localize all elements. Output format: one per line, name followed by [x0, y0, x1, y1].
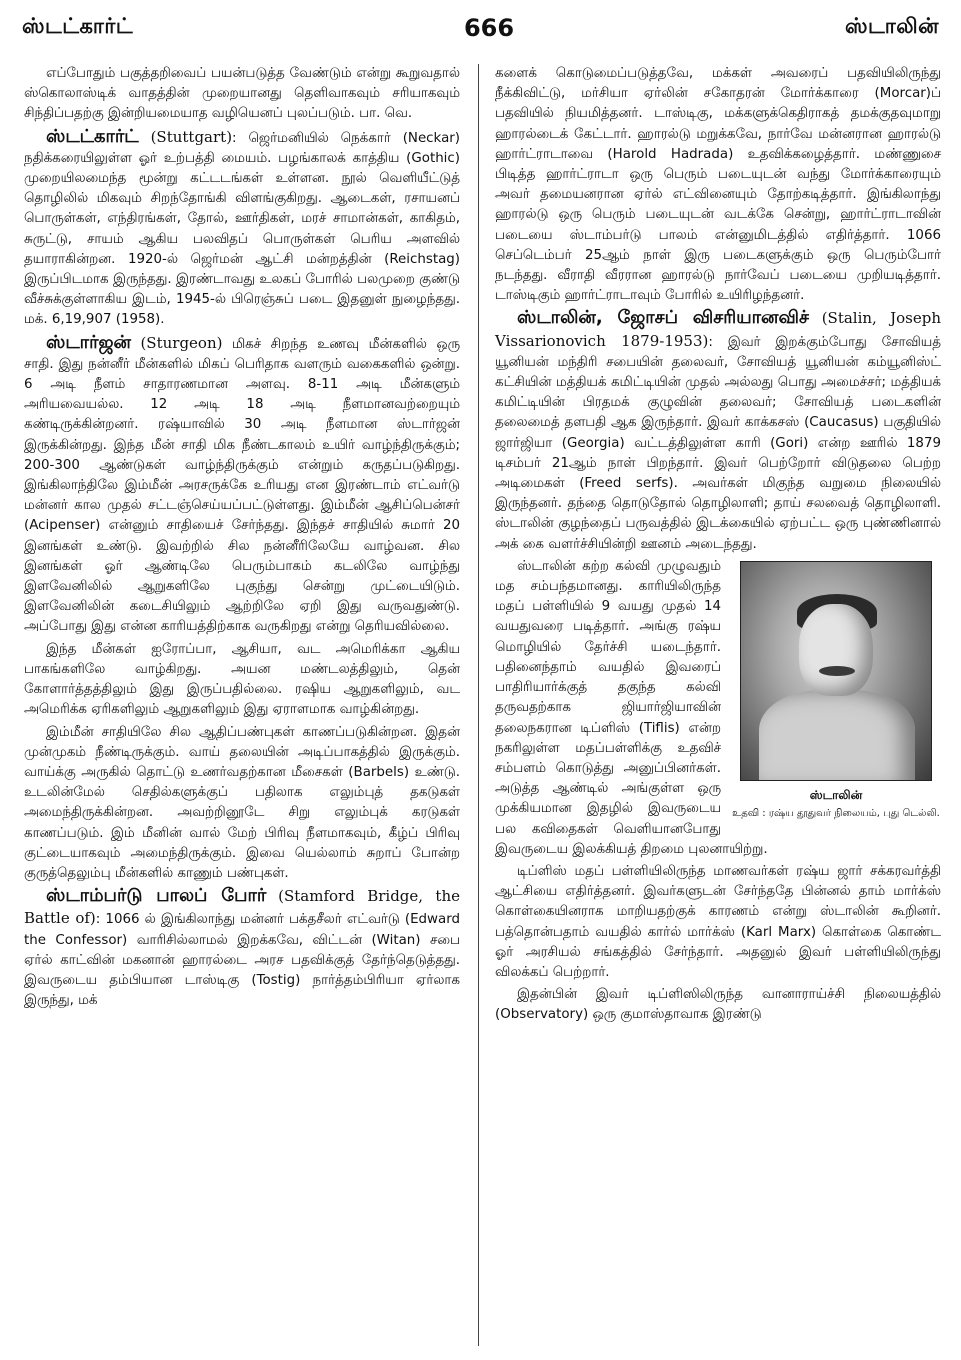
column-divider [478, 64, 479, 1346]
entry-latin: (Stamford Bridge, the Battle of) [24, 887, 460, 928]
left-column [24, 64, 460, 1013]
running-head-right: ஸ்டாலின் [845, 14, 939, 38]
page-header [22, 14, 939, 54]
paragraph: இந்த மீன்கள் ஐரோப்பா, ஆசியா, வட அமெரிக்கா ஆகிய பாகங்களிலே வாழ்கிறது. அயன மண்டலத்திலும், தென் கோளார்த்தத்திலும் இது இருப்பதில்லை. ரஷிய ஆறுகளிலும், வட அமெரிக்க ஏரிகளிலும் ஆறுகளிலும் இது ஏராளமாக வாழ்கின்றது. [24, 641, 460, 718]
entry-latin: (Stuttgart) [150, 127, 233, 146]
paragraph: ஸ்டாலின் கற்ற கல்வி முழுவதும் மத சம்பந்தமானது. காரியிலிருந்த மதப் பள்ளியில் 9 வயது முதல் 14 வயதுவரை படித்தார். அங்கு ரஷ்ய மொழியில் தேர்ச்சி யடைந்தார். பதினைந்தாம் வயதில் இவரைப் பாதிரியார்க்குத் தகுந்த கல்வி தருவதற்காக ஜியார்ஜியாவின் தலைநகரான டிப்ளிஸ் (Tiflis) என்ற நகரிலுள்ள மதப்பள்ளிக்கு உதவிச் சம்பளம் கொடுத்து அனுப்பினர்கள். அடுத்த ஆண்டில் அங்குள்ள ஒரு முக்கியமான இதழில் இவருடைய பல கவிதைகள் வெளியானபோது இவருடைய இலக்கியத் திறமை புலனாயிற்று. [495, 558, 768, 857]
entry-stuttgart [24, 127, 460, 331]
paragraph: டிப்ளிஸ் மதப் பள்ளியிலிருந்த மாணவர்கள் ரஷ்ய ஜார் சக்கரவர்த்தி ஆட்சியை எதிர்த்தனர். இவர்களுடன் சேர்ந்ததே பின்னல் தாம் மார்க்ஸ் கொள்கையினராக மாறியதற்குக் காரணம் என்று ஸ்டாலின் கூறினர். பத்தொன்பதாம் வயதில் கார்ல் மார்க்ஸ் (Karl Marx) கொள்கை கொண்ட ஓர் அரசியல் சங்கத்தில் சேர்ந்தார். அதனுல் இவர் பள்ளியிலிருந்து விலக்கப் பெற்றார். [495, 863, 941, 980]
entry-title: ஸ்டார்ஜன் [46, 331, 131, 353]
entry-title: ஸ்டாம்பர்டு பாலப் போர் [46, 885, 267, 907]
entry-body: மிகச் சிறந்த உணவு மீன்களில் ஒரு சாதி. இது நன்னீர் மீன்களில் மிகப் பெரிதாக வளரும் வகைகளில் ஒன்று. 6 அடி நீளம் சாதாரணமான அளவு. 8-11 அடி மீன்களும் அரியவையல்ல. 12 அடி 18 அடி நீளமானவற்றையும் கண்டிருக்கின்றனர். ரஷ்யாவில் 30 அடி நீளமான ஸ்டார்ஜன் இருக்கின்றது. இந்த மீன் சாதி மிக நீண்டகாலம் உயிர் வாழ்ந்திருக்கும்; 200-300 ஆண்டுகள் வாழ்ந்திருக்கும் என்றும் கருதப்படுகிறது. இங்கிலாந்திலே இம்மீன் அரசருக்கே உரியது என இரண்டாம் எட்வர்டு மன்னர் கால முதல் சட்டஞ்செய்யப்பட்டுள்ளது. இம்மீன் ஆசிப்பென்சர் (Acipenser) என்னும் சாதியைச் சேர்ந்தது. இந்தச் சாதியில் சுமார் 20 இனங்கள் உண்டு. இவற்றில் சில நன்னீரிலேயே வாழ்வன. சில இனங்கள் ஓர் ஆண்டிலே பெரும்பாகம் கடலிலே வாழ்ந்து இளவேனிலில் ஆறுகளிலே புகுந்து சென்று முட்டையிடும். இளவேனிலின் கடைசியிலும் ஆற்றிலே ஏறி இது வருவதுண்டு. அப்போது இது என்ன காரியத்திற்காக வருகிறது என்று தெரியவில்லை. [24, 336, 460, 635]
portrait-figure [731, 561, 941, 820]
right-column [495, 64, 941, 1028]
stalin-portrait-image [740, 561, 932, 781]
entry-stamford-bridge [24, 886, 460, 1011]
entry-body: : இவர் இறக்கும்போது சோவியத் யூனியன் மந்திரி சபையின் தலைவர், சோவியத் யூனியன் கம்யூனிஸ்ட் கட்சியின் மத்தியக் கமிட்டியின் முதல் அல்லது பொது அமைச்சர்; மத்தியக் கமிட்டியின் பிரதமக் குழுவின் தலைவர்; சோவியத் படைகளின் தலைமைத் தளபதி ஆக இருந்தார். இவர் காக்கசஸ் (Caucasus) பகுதியில் ஜார்ஜியா (Georgia) வட்டத்திலுள்ள காரி (Gori) என்ற ஊரில் 1879 டிசம்பர் 21ஆம் நாள் பிறந்தார். இவர் பெற்றோர் விடுதலை பெற்ற அடிமைகள் (Freed serfs). அவர்கள் மிகுந்த வறுமை நிலையில் இருந்தனர். தந்தை தொடுதோல் தொழிலாளி; தாய் சலவைத் தொழிலாளி. ஸ்டாலின் குழந்தைப் பருவத்தில் இடக்கையில் ஏற்பட்ட ஒரு புண்ணினால் அக் கை வளர்ச்சியின்றி ஊனம் அடைந்தது. [495, 334, 941, 552]
entry-title: ஸ்டாலின், ஜோசப் விசரியானவிச் [517, 307, 809, 329]
paragraph: இதன்பின் இவர் டிப்ளிஸிலிருந்த வானாராய்ச்சி நிலையத்தில் (Observatory) ஒரு குமாஸ்தாவாக இரண்டு [495, 987, 941, 1023]
figure-credit: உதவி : ரஷ்ய தூதுவர் நிலையம், புது டெல்லி. [732, 808, 940, 820]
figure-caption: ஸ்டாலின் [809, 787, 863, 802]
entry-sturgeon [24, 333, 460, 638]
entry-latin: (Sturgeon) [140, 333, 223, 352]
entry-title: ஸ்டட்கார்ட் [46, 125, 139, 147]
entry-body: : ஜெர்மனியில் நெக்கார் (Neckar) நதிக்கரையிலுள்ள ஓர் உற்பத்தி மையம். பழங்காலக் காத்திய (Gothic) முறையிலமைந்த மூன்று கட்டடங்கள் உள்ளன. நூல் வெளியீட்டுத் தொழிலில் மிகவும் சிறந்தோங்கி விளங்குகிறது. ஆடைகள், ரசாயனப் பொருள்கள், எந்திரங்கள், தோல், ஊர்திகள், மரச் சாமான்கள், காகிதம், சுருட்டு, சாயம் ஆகிய பலவிதப் பொருள்கள் பெரிய அளவில் தயாராகின்றன. 1920-ல் ஜெர்மன் ஆட்சி மன்றத்தின் (Reichstag) இருப்பிடமாக இருந்தது. இரண்டாவது உலகப் போரில் பலமுறை குண்டு வீச்சுக்குள்ளாகிய இடம், 1945-ல் பிரெஞ்சுப் படை இதனுள் நுழைந்தது. மக். 6,19,907 (1958). [24, 130, 461, 328]
paragraph: இம்மீன் சாதியிலே சில ஆதிப்பண்புகள் காணப்படுகின்றன. இதன் முன்முகம் நீண்டிருக்கும். வாய் தலையின் அடிப்பாகத்தில் இருக்கும். வாய்க்கு அருகில் தொட்டு உணர்வதற்கான மீசைகள் (Barbels) உண்டு. உடலின்மேல் செதில்களுக்குப் பதிலாக எலும்புத் தகடுகள் அமைந்திருக்கின்றன. அவற்றினூடே சிறு எலும்புக் கரடுகள் காணப்படும். இம் மீனின் வால் மேற் பிரிவு நீளமாகவும், கீழ்ப் பிரிவு குட்டையாகவும் அமைந்திருக்கும். இவை யெல்லாம் சுறாப் போன்ற குருத்தெலும்பு மீன்களில் காணும் பண்புகள். [24, 724, 460, 881]
page-number: 666 [463, 14, 515, 42]
continued-paragraph: எப்போதும் பகுத்தறிவைப் பயன்படுத்த வேண்டும் என்று கூறுவதால் ஸ்கொலாஸ்டிக் வாதத்தின் முறையானது தெளிவாகவும் சரியாகவும் சிந்திப்பதற்கு இன்றியமையாத வழியெனப் புலப்படும். பா. வெ. [24, 66, 460, 122]
entry-body: : 1066 ல் இங்கிலாந்து மன்னர் பக்தசீலர் எட்வர்டு (Edward the Confessor) வாரிசில்லாமல் இறக்கவே, விட்டன் (Witan) சபை ஏர்ல் காட்வின் மகனான் ஹாரல்டை அரச பதவிக்குத் தேர்ந்தெடுத்தது. இவருடைய தம்பியான டாஸ்டிகு (Tostig) நார்த்தம்பிரியா ஏர்லாக இருந்து, மக் [24, 912, 460, 1009]
entry-latin: (Stalin, Joseph Vissarionovich 1879-1953) [495, 309, 941, 350]
entry-stalin [495, 308, 941, 554]
running-head-left: ஸ்டட்கார்ட் [22, 14, 134, 38]
continued-paragraph: களைக் கொடுமைப்படுத்தவே, மக்கள் அவரைப் பதவியிலிருந்து நீக்கிவிட்டு, மர்சியா ஏர்லின் சகோதரன் மோர்க்காரை (Morcar)ப் பதவியில் நியமித்தனர். டாஸ்டிகு, மக்களுக்கெதிராகத் தமக்குதவுமாறு ஹாரல்டைக் கேட்டார். ஹாரல்டு மறுக்கவே, நார்வே மன்னரான ஹாரல்டு ஹார்ட்ராடாவை (Harold Hadrada) உதவிக்கழைத்தார். மண்ணுசை பிடித்த ஹார்ட்ராடா ஒரு பெரும் படையுடன் வந்து மோர்க்காரையும் அவர் தமையனரான ஏர்ல் எட்வினையும் தோற்கடித்தார். இங்கிலாந்து ஹாரல்டு ஒரு பெரும் படையுடன் வடக்கே சென்று, ஹார்ட்ராடாவின் படையை ஸ்டாம்பர்டு பாலம் என்னுமிடத்தில் எதிர்த்தார். 1066 செப்டெம்பர் 25ஆம் நாள் இரு படைகளுக்கும் ஒரு பெரும்போர் நடந்தது. வீராதி வீரரான ஹாரல்டு நார்வேப் படையை முறியடித்தார். டாஸ்டிகும் ஹார்ட்ராடாவும் போரில் உயிரிழந்தனர். [495, 66, 941, 304]
